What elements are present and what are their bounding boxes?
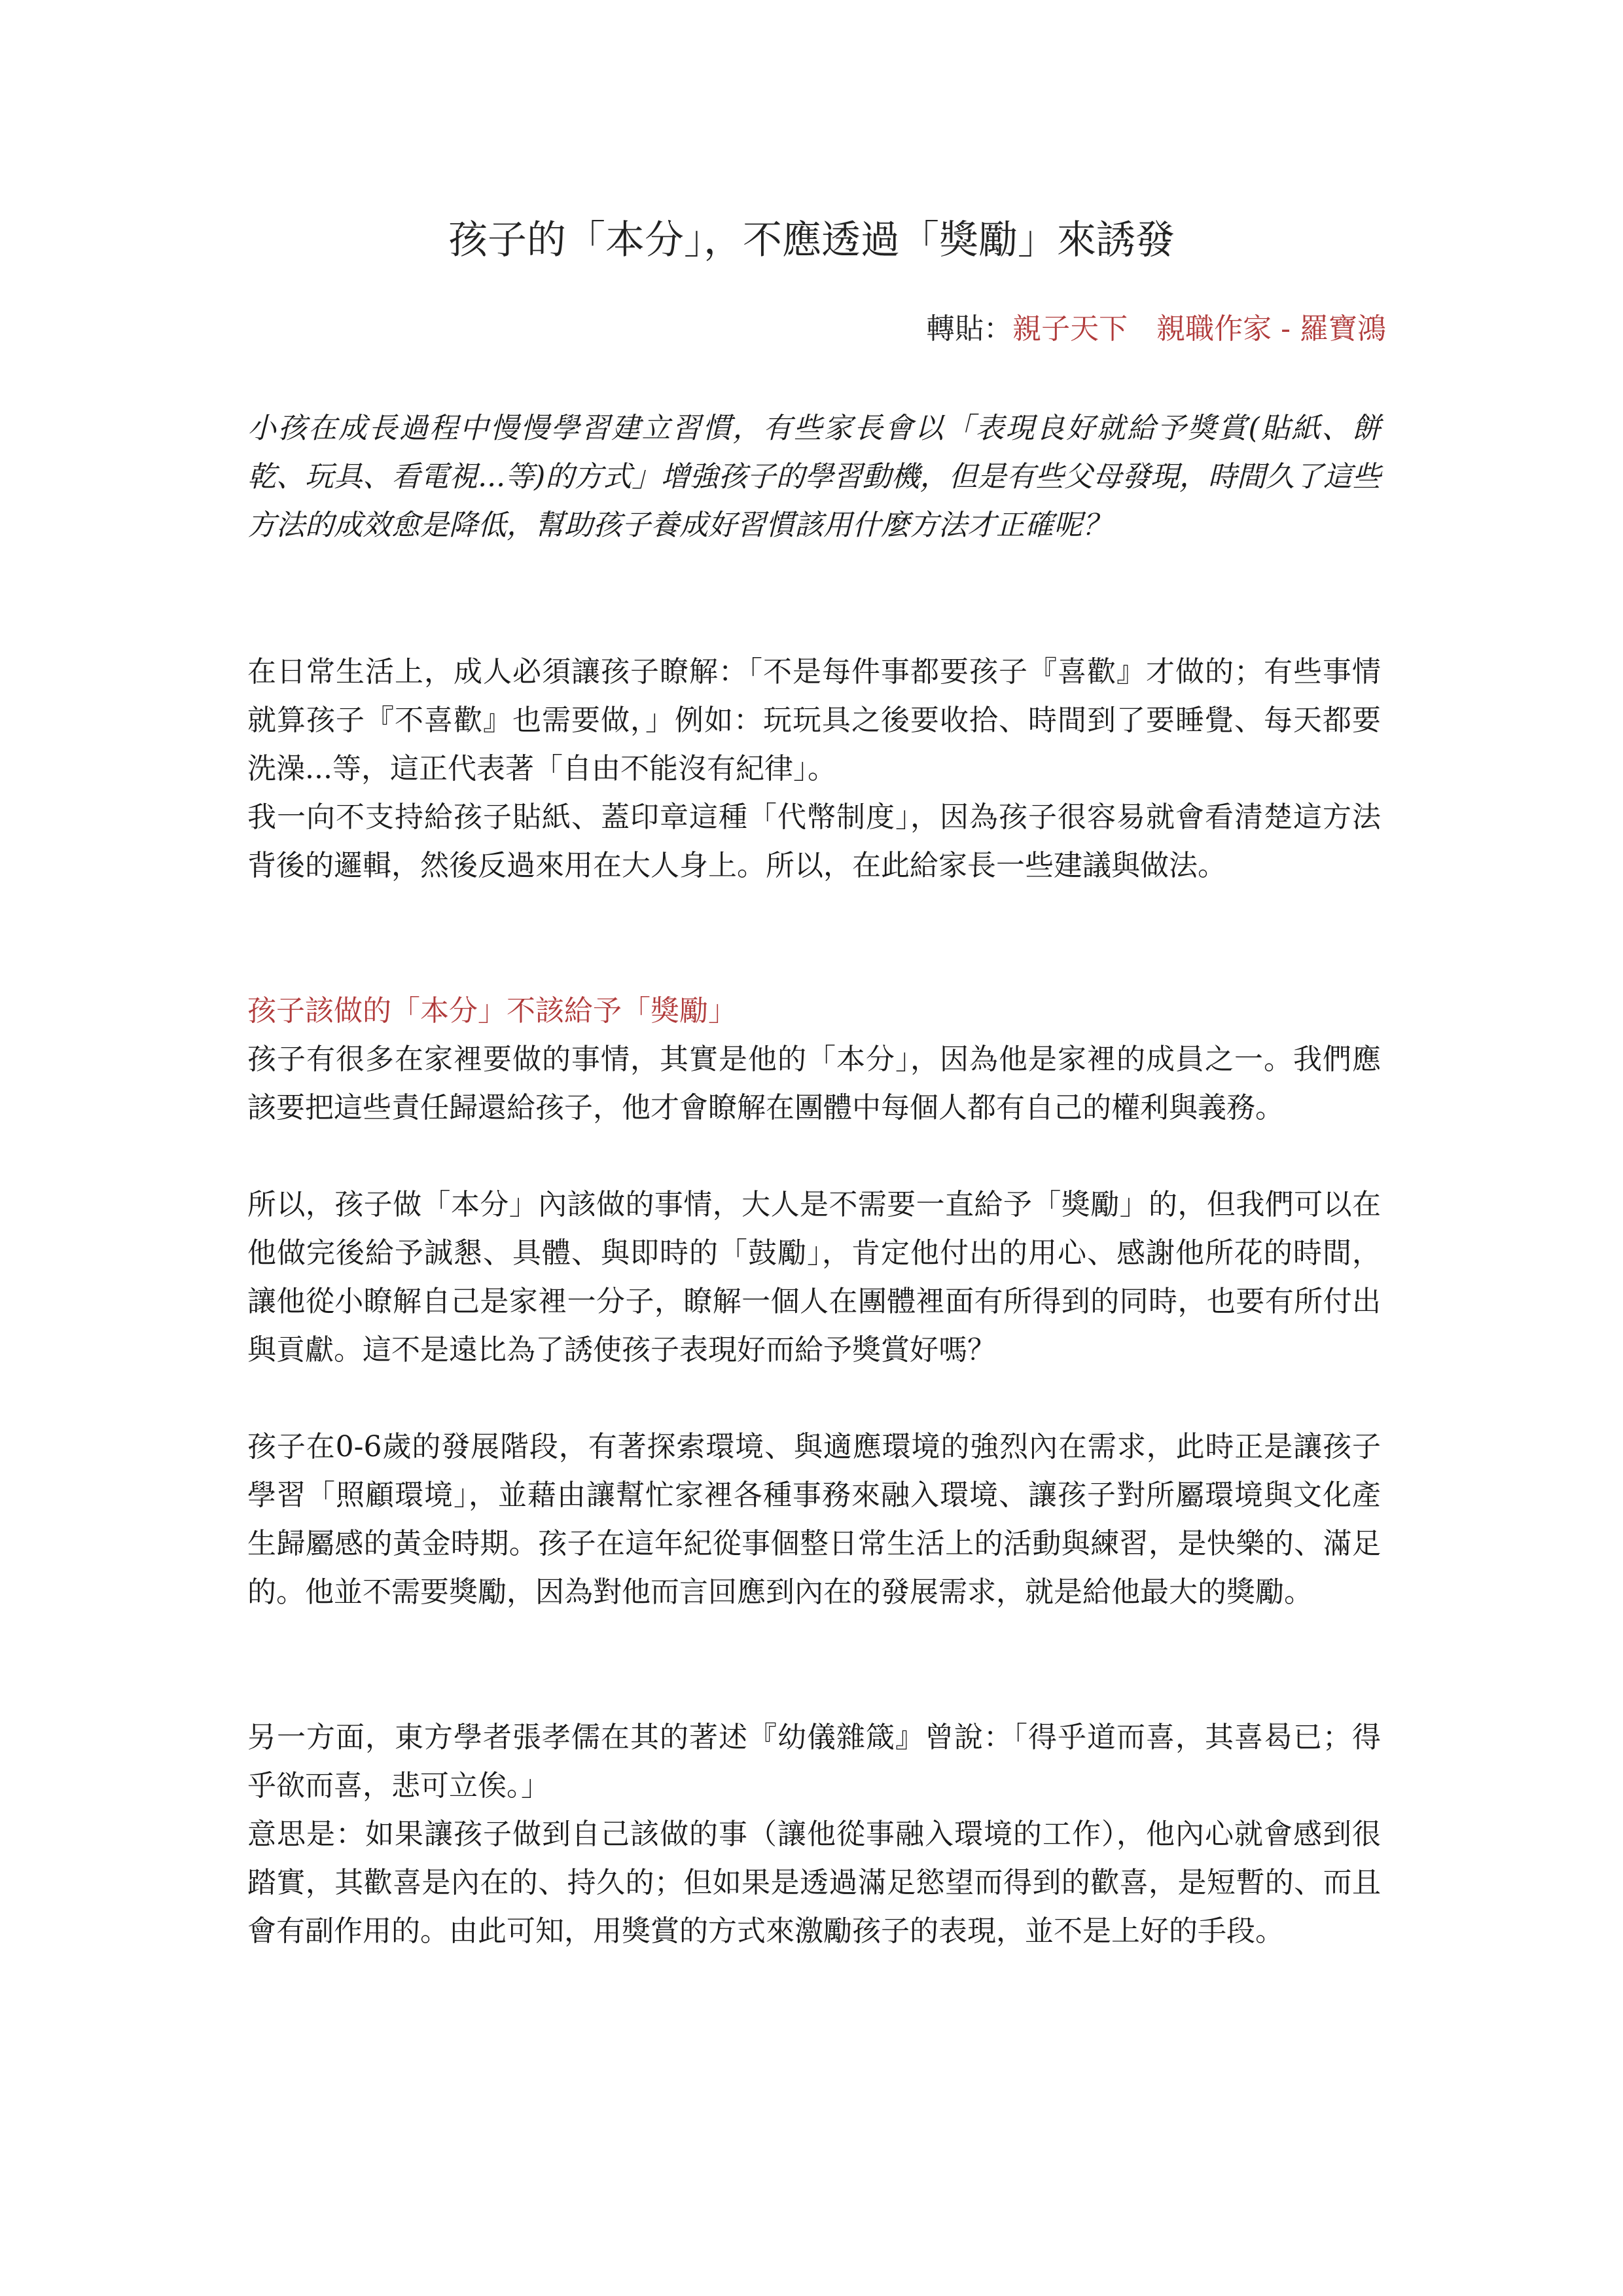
paragraph-4: 所以，孩子做「本分」內該做的事情，大人是不需要一直給予「獎勵」的，但我們可以在他做完後給予誠懇、具體、與即時的「鼓勵」，肯定他付出的用心、感謝他所花的時間，讓他從小瞭解自己是家裡一分子，瞭解一個人在團體裡面有所得到的同時，也要有所付出與貢獻。這不是遠比為了誘使孩子表現好而給予獎賞好嗎？: [247, 1188, 1381, 1367]
article-title: 孩子的「本分」，不應透過「獎勵」來誘發: [448, 218, 1175, 262]
repost-label: 轉貼：: [926, 312, 1013, 346]
paragraph-1: 在日常生活上，成人必須讓孩子瞭解：「不是每件事都要孩子『喜歡』才做的；有些事情就算孩子『不喜歡』也需要做，」例如：玩玩具之後要收拾、時間到了要睡覺、每天都要洗澡...等，這正代表著「自由不能沒有紀律」。: [247, 655, 1381, 785]
intro-paragraph: 小孩在成長過程中慢慢學習建立習慣，有些家長會以「表現良好就給予獎賞(貼紙、餅乾、玩具、看電視...等)的方式」增強孩子的學習動機，但是有些父母發現，時間久了這些方法的成效愈是降低，幫助孩子養成好習慣該用什麼方法才正確呢？: [247, 412, 1381, 542]
paragraph-5: 孩子在0-6歲的發展階段，有著探索環境、與適應環境的強烈內在需求，此時正是讓孩子學習「照顧環境」，並藉由讓幫忙家裡各種事務來融入環境、讓孩子對所屬環境與文化產生歸屬感的黃金時期。孩子在這年紀從事個整日常生活上的活動與練習，是快樂的、滿足的。他並不需要獎勵，因為對他而言回應到內在的發展需求，就是給他最大的獎勵。: [247, 1430, 1381, 1609]
paragraph-7: 意思是：如果讓孩子做到自己該做的事（讓他從事融入環境的工作），他內心就會感到很踏實，其歡喜是內在的、持久的；但如果是透過滿足慾望而得到的歡喜，是短暫的、而且會有副作用的。由此可知，用獎賞的方式來激勵孩子的表現，並不是上好的手段。: [247, 1818, 1381, 1948]
repost-credit: [926, 306, 1386, 352]
paragraph-6: 另一方面，東方學者張孝儒在其的著述『幼儀雜箴』曾說：「得乎道而喜，其喜曷已；得乎欲而喜，悲可立俟。」: [247, 1721, 1381, 1803]
paragraph-3: 孩子有很多在家裡要做的事情，其實是他的「本分」，因為他是家裡的成員之一。我們應該要把這些責任歸還給孩子，他才會瞭解在團體中每個人都有自己的權利與義務。: [247, 1043, 1381, 1124]
section-heading: 孩子該做的「本分」不該給予「獎勵」: [247, 994, 737, 1028]
paragraph-2: 我一向不支持給孩子貼紙、蓋印章這種「代幣制度」，因為孩子很容易就會看清楚這方法背後的邏輯，然後反過來用在大人身上。所以，在此給家長一些建議與做法。: [247, 800, 1381, 882]
repost-source: 親子天下 親職作家 - 羅寶鴻: [1012, 312, 1386, 346]
